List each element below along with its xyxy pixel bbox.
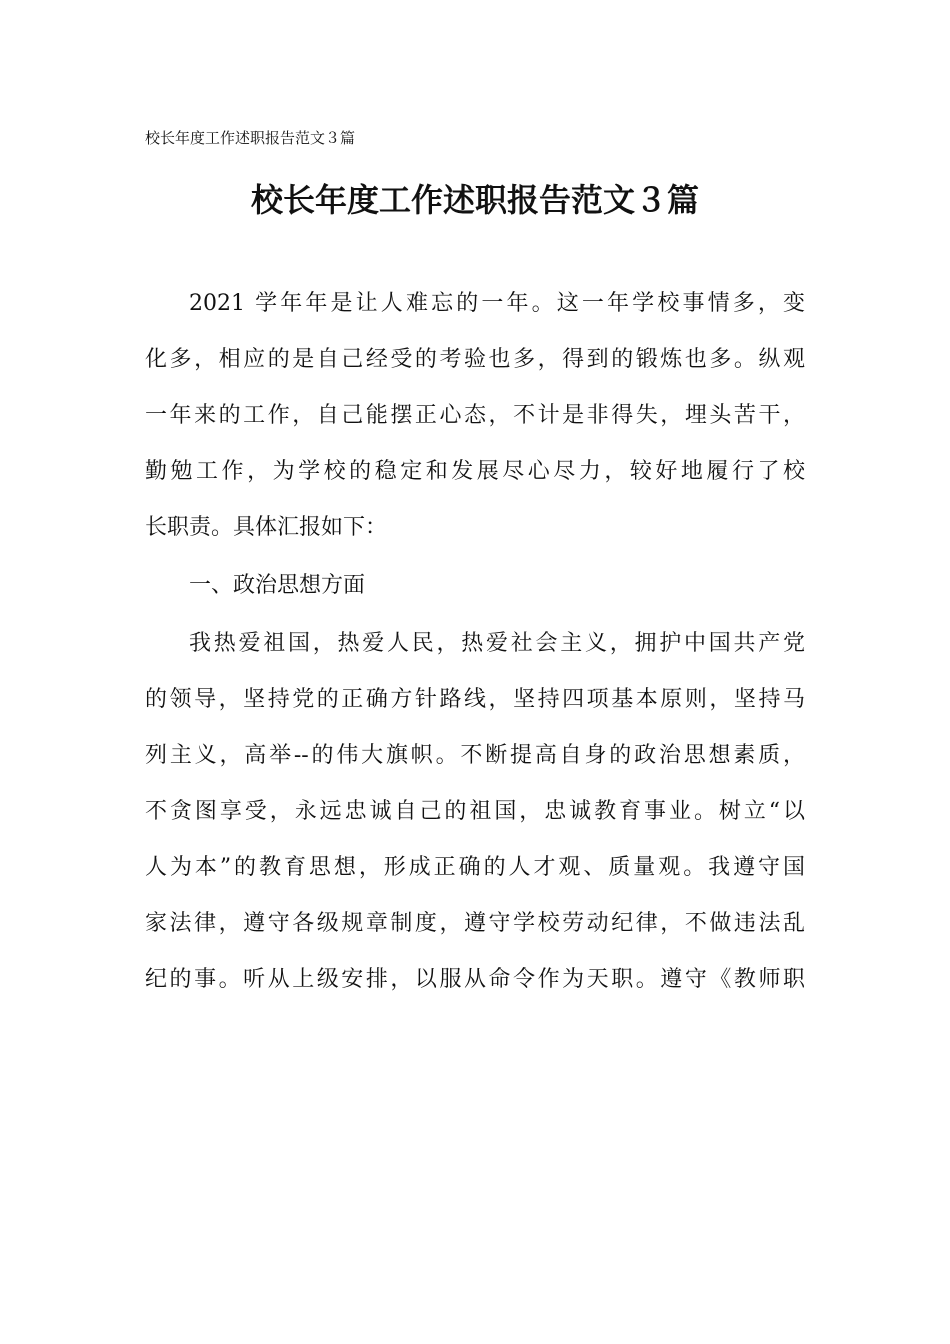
paragraph-line: 长职责。具体汇报如下： [145,515,388,540]
paragraph-line: 一年来的工作，自己能摆正心态，不计是非得失，埋头苦干， [145,403,805,428]
paragraph-intro [145,276,805,556]
paragraph-line: 家法律，遵守各级规章制度，遵守学校劳动纪律，不做违法乱 [145,911,805,936]
section-heading: 一、政治思想方面 [189,573,366,598]
paragraph-line: 人为本”的教育思想，形成正确的人才观、质量观。我遵守国 [145,855,805,880]
paragraph-line: 勤勉工作，为学校的稳定和发展尽心尽力，较好地履行了校 [145,459,805,484]
paragraph-line: 2021 学年年是让人难忘的一年。这一年学校事情多，变 [189,291,805,316]
paragraph-line: 纪的事。听从上级安排，以服从命令作为天职。遵守《教师职 [145,967,805,992]
document-body [145,276,805,1008]
document-title: 校长年度工作述职报告范文３篇 [250,181,699,219]
paragraph-line: 化多，相应的是自己经受的考验也多，得到的锻炼也多。纵观 [145,347,805,372]
paragraph-line: 的领导，坚持党的正确方针路线，坚持四项基本原则，坚持马 [145,687,805,712]
paragraph-line: 不贪图享受，永远忠诚自己的祖国，忠诚教育事业。树立“以 [145,799,805,824]
paragraph-line: 我热爱祖国，热爱人民，热爱社会主义，拥护中国共产党 [189,631,805,656]
paragraph-line: 列主义，高举--的伟大旗帜。不断提高自身的政治思想素质， [145,743,805,768]
paragraph-political-thought [145,616,805,1008]
running-header: 校长年度工作述职报告范文３篇 [145,129,356,147]
